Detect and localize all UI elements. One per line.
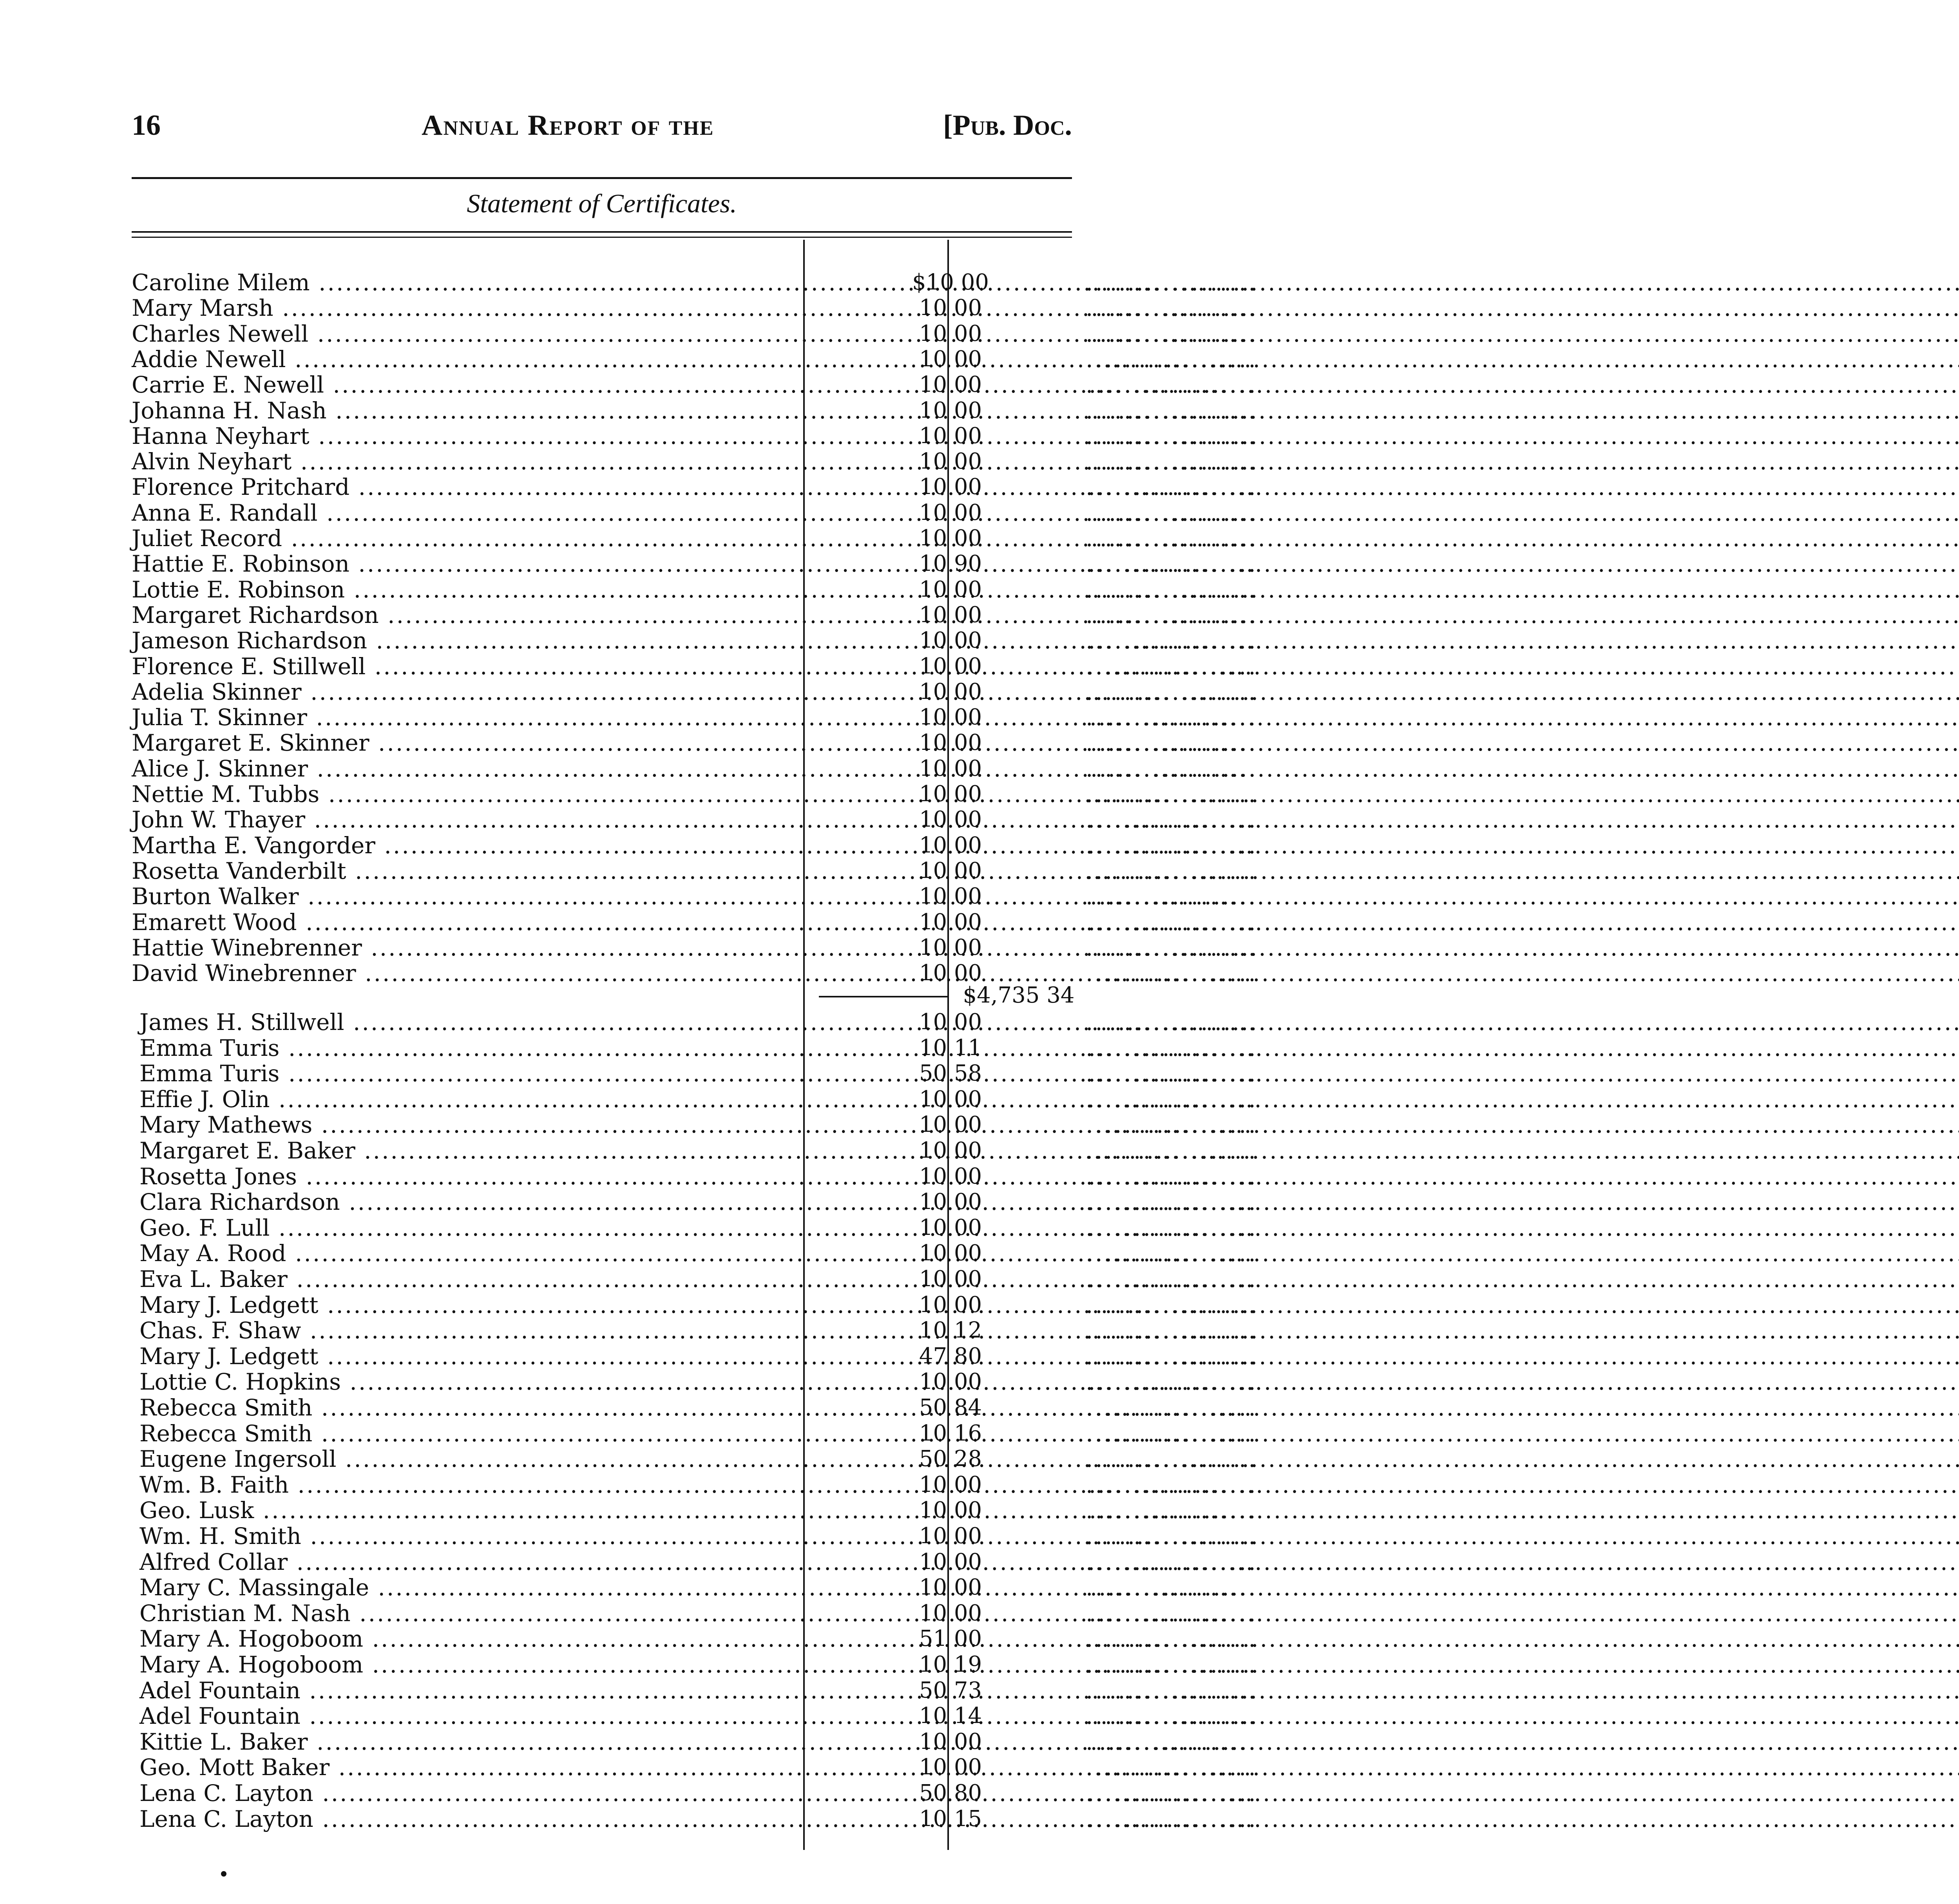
recipient-name: Lena C. Layton ..... bbox=[139, 1806, 811, 1832]
header-rule bbox=[132, 177, 1072, 179]
table-row bbox=[132, 1677, 1258, 1704]
certificate-amount: 10 00 bbox=[919, 372, 982, 398]
recipient-name: Caroline Milem ..... bbox=[132, 270, 804, 295]
certificate-amount: 10 00 bbox=[919, 295, 982, 321]
table-row bbox=[132, 909, 1258, 936]
recipient-name: James H. Stillwell ..... bbox=[139, 1009, 811, 1035]
table-row bbox=[132, 550, 1258, 577]
table-row bbox=[132, 295, 1258, 322]
table-row bbox=[132, 883, 1258, 910]
certificate-amount: 10 00 bbox=[919, 730, 982, 756]
recipient-name: Emma Turis ..... bbox=[139, 1035, 811, 1061]
table-row bbox=[132, 269, 1258, 296]
recipient-name: Geo. Mott Baker ..... bbox=[139, 1754, 811, 1780]
recipient-name: May A. Rood ..... bbox=[139, 1240, 811, 1266]
certificate-amount: 10 00 bbox=[919, 1369, 982, 1395]
table-row bbox=[132, 1754, 1258, 1781]
leader-dots: .................. bbox=[1086, 1009, 1258, 1035]
recipient-name: Rebecca Smith ..... bbox=[139, 1395, 811, 1421]
table-row bbox=[132, 1728, 1258, 1755]
leader-dots: .................. bbox=[1086, 1548, 1258, 1575]
table-row bbox=[132, 448, 1258, 475]
certificate-amount: 10 00 bbox=[919, 1549, 982, 1575]
certificate-amount: 10 00 bbox=[919, 807, 982, 833]
certificate-amount: 10 00 bbox=[919, 1163, 982, 1189]
certificate-amount: 10 00 bbox=[919, 576, 982, 602]
certificate-amount: 10 00 bbox=[919, 1471, 982, 1497]
recipient-name: Wm. B. Faith ..... bbox=[139, 1472, 811, 1498]
recipient-name: Rosetta Vanderbilt ..... bbox=[132, 858, 804, 884]
recipient-name: Florence E. Stillwell ..... bbox=[132, 653, 804, 679]
leader-dots: .................. bbox=[1086, 1291, 1258, 1318]
table-row bbox=[132, 1523, 1258, 1549]
double-rule-bottom bbox=[132, 237, 1072, 238]
certificate-amount: 10 00 bbox=[919, 781, 982, 807]
leader-dots: .................. bbox=[1086, 1317, 1258, 1344]
certificate-amount: 10 00 bbox=[919, 525, 982, 551]
recipient-name: Mary J. Ledgett ..... bbox=[139, 1343, 811, 1369]
recipient-name: Burton Walker ..... bbox=[132, 883, 804, 909]
certificate-amount: 50 80 bbox=[919, 1780, 982, 1806]
leader-dots: .................. bbox=[1086, 1086, 1258, 1113]
recipient-name: Hattie E. Robinson ..... bbox=[132, 551, 804, 577]
doc-label: [Pub. Doc. bbox=[943, 109, 1072, 141]
leader-dots: .................. bbox=[1086, 1420, 1258, 1447]
table-row bbox=[132, 474, 1258, 501]
recipient-name: Mary A. Hogoboom ..... bbox=[139, 1652, 811, 1678]
table-row bbox=[132, 371, 1258, 398]
table-row bbox=[132, 1111, 1258, 1138]
leader-dots: .................. bbox=[1086, 755, 1258, 782]
leader-dots: .................. bbox=[1086, 781, 1258, 807]
table-row bbox=[132, 422, 1258, 449]
recipient-name: Addie Newell ..... bbox=[132, 346, 804, 372]
certificate-amount: 10 00 bbox=[919, 653, 982, 679]
table-row bbox=[132, 576, 1258, 603]
leader-dots: .................. bbox=[1086, 1471, 1258, 1498]
recipient-name: Adel Fountain ..... bbox=[139, 1678, 811, 1703]
recipient-name: Margaret E. Baker ..... bbox=[139, 1138, 811, 1164]
certificate-amount: 10 00 bbox=[919, 500, 982, 525]
table-row bbox=[132, 678, 1258, 705]
table-row bbox=[132, 346, 1258, 373]
leader-dots: .................. bbox=[1086, 1214, 1258, 1241]
table-row bbox=[132, 1060, 1258, 1087]
certificate-amount: 10 00 bbox=[919, 1728, 982, 1754]
recipient-name: Eugene Ingersoll ..... bbox=[139, 1446, 811, 1472]
recipient-name: Lottie E. Robinson ..... bbox=[132, 577, 804, 603]
leader-dots: .................. bbox=[1086, 1523, 1258, 1549]
table-row bbox=[132, 1394, 1258, 1421]
certificate-amount: 10 00 bbox=[919, 1497, 982, 1523]
leader-dots: .................. bbox=[1086, 550, 1258, 577]
certificate-amount: 10 16 bbox=[919, 1420, 982, 1446]
table-row bbox=[132, 1009, 1258, 1035]
recipient-name: Christian M. Nash ..... bbox=[139, 1600, 811, 1626]
recipient-name: Adel Fountain ..... bbox=[139, 1703, 811, 1729]
certificate-amount: 10 90 bbox=[919, 551, 982, 577]
table-row bbox=[132, 653, 1258, 680]
leader-dots: .................. bbox=[1086, 1780, 1258, 1806]
certificate-amount: 10 00 bbox=[919, 883, 982, 909]
table-row bbox=[132, 781, 1258, 807]
leader-dots: .................. bbox=[1086, 1600, 1258, 1627]
leader-dots: .................. bbox=[1086, 499, 1258, 526]
recipient-name: Rosetta Jones ..... bbox=[139, 1164, 811, 1189]
certificate-amount: 10 00 bbox=[919, 1240, 982, 1266]
table-row bbox=[132, 960, 1258, 987]
recipient-name: David Winebrenner ..... bbox=[132, 960, 804, 986]
print-mark bbox=[221, 1871, 226, 1877]
subtotal-rule bbox=[819, 996, 948, 997]
certificate-amount: 10 12 bbox=[919, 1318, 982, 1343]
leader-dots: .................. bbox=[1086, 960, 1258, 987]
running-title: Annual Report of the bbox=[422, 109, 714, 141]
leader-dots: .................. bbox=[1086, 1805, 1258, 1832]
leader-dots: .................. bbox=[1086, 883, 1258, 910]
leader-dots: .................. bbox=[1086, 627, 1258, 654]
certificate-amount: 10 00 bbox=[919, 1086, 982, 1112]
certificate-amount: $10 00 bbox=[912, 270, 989, 295]
table-row bbox=[132, 857, 1258, 884]
certificate-amount: 10 00 bbox=[919, 423, 982, 449]
leader-dots: .................. bbox=[1086, 448, 1258, 475]
recipient-name: Alvin Neyhart ..... bbox=[132, 449, 804, 474]
recipient-name: Effie J. Olin ..... bbox=[139, 1086, 811, 1112]
certificate-amount: 10 00 bbox=[919, 858, 982, 883]
certificate-amount: 10 14 bbox=[919, 1703, 982, 1729]
table-row bbox=[132, 1343, 1258, 1370]
table-row bbox=[132, 601, 1258, 628]
recipient-name: Jameson Richardson ..... bbox=[132, 628, 804, 653]
recipient-name: Alice J. Skinner ..... bbox=[132, 756, 804, 782]
leader-dots: .................. bbox=[1086, 1677, 1258, 1704]
certificate-amount: 10 15 bbox=[919, 1806, 982, 1832]
leader-dots: .................. bbox=[1086, 1625, 1258, 1652]
certificate-amount: 10 00 bbox=[919, 1523, 982, 1549]
recipient-name: Lottie C. Hopkins ..... bbox=[139, 1369, 811, 1395]
page-number: 16 bbox=[132, 109, 161, 141]
certificate-amount: 10 00 bbox=[919, 1575, 982, 1600]
leader-dots: .................. bbox=[1086, 729, 1258, 757]
leader-dots: .................. bbox=[1086, 576, 1258, 603]
leader-dots: .................. bbox=[1086, 1497, 1258, 1524]
recipient-name: Adelia Skinner ..... bbox=[132, 679, 804, 705]
leader-dots: .................. bbox=[1086, 1137, 1258, 1164]
certificate-amount: 10 00 bbox=[919, 909, 982, 935]
recipient-name: Lena C. Layton ..... bbox=[139, 1780, 811, 1806]
recipient-name: Alfred Collar ..... bbox=[139, 1549, 811, 1575]
table-row bbox=[132, 755, 1258, 782]
certificate-amount: 10 00 bbox=[919, 474, 982, 500]
table-row bbox=[132, 1291, 1258, 1318]
recipient-name: Mary C. Massingale ..... bbox=[139, 1575, 811, 1600]
leader-dots: .................. bbox=[1086, 1111, 1258, 1138]
leader-dots: .................. bbox=[1086, 320, 1258, 347]
certificate-amount: 10 00 bbox=[919, 1214, 982, 1240]
recipient-name: Kittie L. Baker ..... bbox=[139, 1729, 811, 1755]
certificate-amount: 10 00 bbox=[919, 755, 982, 781]
certificate-amount: 51 00 bbox=[919, 1626, 982, 1652]
table-row bbox=[132, 806, 1258, 833]
leader-dots: .................. bbox=[1086, 295, 1258, 322]
certificate-amount: 50 73 bbox=[919, 1677, 982, 1703]
recipient-name: Anna E. Randall ..... bbox=[132, 500, 804, 526]
table-row bbox=[132, 934, 1258, 961]
table-row bbox=[132, 832, 1258, 859]
leader-dots: .................. bbox=[1086, 601, 1258, 628]
table-row bbox=[132, 1189, 1258, 1216]
table-row bbox=[132, 1471, 1258, 1498]
page-header bbox=[132, 109, 1072, 156]
leader-dots: .................. bbox=[1086, 1368, 1258, 1395]
table-row bbox=[132, 525, 1258, 552]
leader-dots: .................. bbox=[1086, 934, 1258, 961]
table-row bbox=[132, 1214, 1258, 1241]
leader-dots: .................. bbox=[1086, 1754, 1258, 1781]
recipient-name: Mary Mathews ..... bbox=[139, 1112, 811, 1138]
certificate-amount: 10 00 bbox=[919, 602, 982, 628]
table-row bbox=[132, 1703, 1258, 1730]
recipient-name: Mary J. Ledgett ..... bbox=[139, 1292, 811, 1318]
recipient-name: Charles Newell ..... bbox=[132, 321, 804, 347]
leader-dots: .................. bbox=[1086, 1240, 1258, 1267]
leader-dots: .................. bbox=[1086, 1651, 1258, 1678]
leader-dots: .................. bbox=[1086, 653, 1258, 680]
leader-dots: .................. bbox=[1086, 1394, 1258, 1421]
recipient-name: Mary A. Hogoboom ..... bbox=[139, 1626, 811, 1652]
recipient-name: Geo. F. Lull ..... bbox=[139, 1215, 811, 1241]
subtotal-amount: $4,735 34 bbox=[963, 983, 1075, 1008]
leader-dots: .................. bbox=[1086, 1189, 1258, 1216]
recipient-name: Geo. Lusk ..... bbox=[139, 1497, 811, 1523]
certificate-amount: 10 19 bbox=[919, 1652, 982, 1677]
leader-dots: .................. bbox=[1086, 806, 1258, 833]
leader-dots: .................. bbox=[1086, 1703, 1258, 1730]
certificate-amount: 10 00 bbox=[919, 934, 982, 960]
table-row bbox=[132, 1651, 1258, 1678]
recipient-name: Margaret Richardson ..... bbox=[132, 602, 804, 628]
recipient-name: Juliet Record ..... bbox=[132, 525, 804, 551]
table-row bbox=[132, 320, 1258, 347]
table-row bbox=[132, 397, 1258, 424]
certificate-amount: 10 00 bbox=[919, 320, 982, 346]
recipient-name: Chas. F. Shaw ..... bbox=[139, 1318, 811, 1343]
table-row bbox=[132, 499, 1258, 526]
leader-dots: .................. bbox=[1086, 832, 1258, 859]
certificate-amount: 47 80 bbox=[919, 1343, 982, 1369]
leader-dots: .................. bbox=[1086, 704, 1258, 731]
leader-dots: .................. bbox=[1086, 1728, 1258, 1755]
recipient-name: Eva L. Baker ..... bbox=[139, 1266, 811, 1292]
leader-dots: .................. bbox=[1086, 1034, 1258, 1061]
double-rule-top bbox=[132, 231, 1072, 233]
table-row bbox=[132, 1420, 1258, 1447]
recipient-name: Florence Pritchard ..... bbox=[132, 474, 804, 500]
leader-dots: .................. bbox=[1086, 1266, 1258, 1292]
certificate-amount: 50 84 bbox=[919, 1395, 982, 1420]
leader-dots: .................. bbox=[1086, 857, 1258, 884]
recipient-name: Hattie Winebrenner ..... bbox=[132, 935, 804, 961]
recipient-name: John W. Thayer ..... bbox=[132, 807, 804, 833]
leader-dots: .................. bbox=[1086, 397, 1258, 424]
recipient-name: Nettie M. Tubbs ..... bbox=[132, 781, 804, 807]
leader-dots: .................. bbox=[1086, 346, 1258, 373]
certificate-amount: 10 00 bbox=[919, 832, 982, 858]
certificate-amount: 10 00 bbox=[919, 1009, 982, 1035]
leader-dots: .................. bbox=[1086, 1446, 1258, 1473]
table-row bbox=[132, 1497, 1258, 1524]
recipient-name: Mary Marsh ..... bbox=[132, 295, 804, 321]
table-row bbox=[132, 1368, 1258, 1395]
table-row bbox=[132, 1805, 1258, 1832]
table-row bbox=[132, 1266, 1258, 1292]
table-title: Statement of Certificates. bbox=[467, 188, 737, 218]
certificate-amount: 10 00 bbox=[919, 346, 982, 372]
table-row bbox=[132, 1240, 1258, 1267]
certificate-amount: 50 28 bbox=[919, 1446, 982, 1472]
leader-dots: .................. bbox=[1086, 1574, 1258, 1601]
recipient-name: Rebecca Smith ..... bbox=[139, 1421, 811, 1446]
leader-dots: .................. bbox=[1086, 371, 1258, 398]
certificate-amount: 10 00 bbox=[919, 449, 982, 474]
table-row bbox=[132, 1625, 1258, 1652]
certificate-amount: 10 00 bbox=[919, 1292, 982, 1318]
table-row bbox=[132, 1163, 1258, 1190]
recipient-name: Johanna H. Nash ..... bbox=[132, 398, 804, 424]
leader-dots: .................. bbox=[1086, 909, 1258, 936]
table-row bbox=[132, 1600, 1258, 1627]
recipient-name: Wm. H. Smith ..... bbox=[139, 1523, 811, 1549]
leader-dots: .................. bbox=[1086, 269, 1258, 296]
recipient-name: Carrie E. Newell ..... bbox=[132, 372, 804, 398]
certificate-amount: 10 00 bbox=[919, 960, 982, 986]
leader-dots: .................. bbox=[1086, 525, 1258, 552]
leader-dots: .................. bbox=[1086, 1163, 1258, 1190]
certificate-amount: 10 00 bbox=[919, 397, 982, 423]
leader-dots: .................. bbox=[1086, 1343, 1258, 1370]
table-row bbox=[132, 1446, 1258, 1473]
table-row bbox=[132, 1548, 1258, 1575]
table-row bbox=[132, 1137, 1258, 1164]
table-row bbox=[132, 1780, 1258, 1806]
certificate-amount: 10 00 bbox=[919, 1189, 982, 1215]
table-row bbox=[132, 704, 1258, 731]
leader-dots: .................. bbox=[1086, 474, 1258, 501]
recipient-name: Hanna Neyhart ..... bbox=[132, 423, 804, 449]
table-row bbox=[132, 1317, 1258, 1344]
leader-dots: .................. bbox=[1086, 422, 1258, 449]
certificate-amount: 10 00 bbox=[919, 679, 982, 704]
table-row bbox=[132, 729, 1258, 757]
certificate-amount: 10 11 bbox=[919, 1035, 982, 1061]
recipient-name: Martha E. Vangorder ..... bbox=[132, 833, 804, 858]
recipient-name: Emarett Wood ..... bbox=[132, 909, 804, 935]
certificate-amount: 10 00 bbox=[919, 704, 982, 730]
certificate-amount: 10 00 bbox=[919, 1266, 982, 1292]
recipient-name: Julia T. Skinner ..... bbox=[132, 704, 804, 730]
certificate-amount: 10 00 bbox=[919, 628, 982, 653]
recipient-name: Emma Turis ..... bbox=[139, 1061, 811, 1086]
recipient-name: Margaret E. Skinner ..... bbox=[132, 730, 804, 756]
recipient-name: Clara Richardson ..... bbox=[139, 1189, 811, 1215]
table-row bbox=[132, 1034, 1258, 1061]
certificate-amount: 10 00 bbox=[919, 1112, 982, 1138]
certificate-amount: 50 58 bbox=[919, 1061, 982, 1086]
leader-dots: .................. bbox=[1086, 1060, 1258, 1087]
certificate-amount: 10 00 bbox=[919, 1754, 982, 1780]
certificate-amount: 10 00 bbox=[919, 1600, 982, 1626]
certificate-amount: 10 00 bbox=[919, 1138, 982, 1163]
table-row bbox=[132, 627, 1258, 654]
leader-dots: .................. bbox=[1086, 678, 1258, 705]
table-row bbox=[132, 1574, 1258, 1601]
table-row bbox=[132, 1086, 1258, 1113]
